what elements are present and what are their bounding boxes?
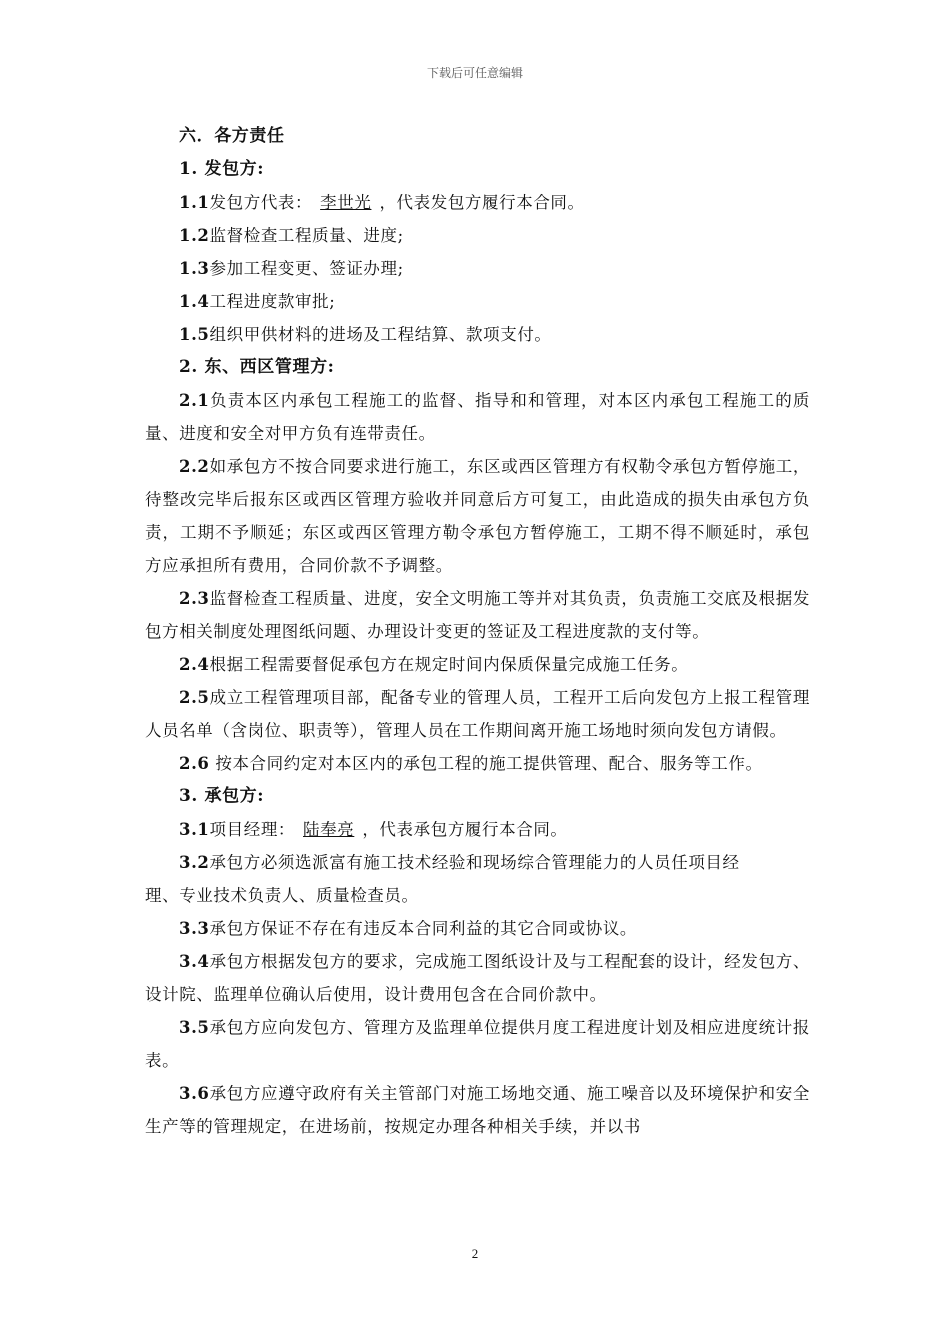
item-2-1: 2.1负责本区内承包工程施工的监督、指导和和管理，对本区内承包工程施工的质量、进度和安全对甲方负有连带责任。 xyxy=(145,391,810,443)
item-3-4: 3.4承包方根据发包方的要求，完成施工图纸设计及与工程配套的设计，经发包方、设计院、监理单位确认后使用，设计费用包含在合同价款中。 xyxy=(145,952,810,1004)
heading-client: 1. 发包方: xyxy=(179,159,265,179)
item-1-4: 1.4工程进度款审批; xyxy=(179,292,336,311)
item-3-6: 3.6承包方应遵守政府有关主管部门对施工场地交通、施工噪音以及环境保护和安全生产等的管理规定，在进场前，按规定办理各种相关手续，并以书 xyxy=(145,1084,810,1136)
project-manager-name: 陆奉亮 xyxy=(303,820,355,839)
heading-manager: 2. 东、西区管理方: xyxy=(179,357,335,377)
item-1-3: 1.3参加工程变更、签证办理; xyxy=(179,259,404,278)
section-title: 六．各方责任 xyxy=(179,126,285,146)
item-2-5: 2.5成立工程管理项目部，配备专业的管理人员，工程开工后向发包方上报工程管理人员名单（含岗位、职责等），管理人员在工作期间离开施工场地时须向发包方请假。 xyxy=(145,688,810,740)
document-body xyxy=(145,120,810,1143)
item-3-1: 3.1项目经理： 陆奉亮 ，代表承包方履行本合同。 xyxy=(179,820,568,839)
client-rep-name: 李世光 xyxy=(320,193,372,212)
item-2-2: 2.2如承包方不按合同要求进行施工，东区或西区管理方有权勒令承包方暂停施工，待整改完毕后报东区或西区管理方验收并同意后方可复工，由此造成的损失由承包方负责，工期不予顺延；东区或西区管理方勒令承包方暂停施工，工期不得不顺延时，承包方应承担所有费用，合同价款不予调整。 xyxy=(145,457,810,575)
item-3-2-cont: 理、专业技术负责人、质量检查员。 xyxy=(145,886,419,905)
item-2-3: 2.3监督检查工程质量、进度，安全文明施工等并对其负责，负责施工交底及根据发包方相关制度处理图纸问题、办理设计变更的签证及工程进度款的支付等。 xyxy=(145,589,810,641)
item-2-4: 2.4根据工程需要督促承包方在规定时间内保质保量完成施工任务。 xyxy=(179,655,689,674)
item-2-6: 2.6 按本合同约定对本区内的承包工程的施工提供管理、配合、服务等工作。 xyxy=(179,754,763,773)
item-1-1: 1.1发包方代表： 李世光 ，代表发包方履行本合同。 xyxy=(179,193,585,212)
heading-contractor: 3. 承包方: xyxy=(179,786,265,806)
item-1-2: 1.2监督检查工程质量、进度; xyxy=(179,226,404,245)
item-3-2: 3.2承包方必须选派富有施工技术经验和现场综合管理能力的人员任项目经 xyxy=(179,853,740,872)
page-number: 2 xyxy=(471,1246,479,1261)
item-1-5: 1.5组织甲供材料的进场及工程结算、款项支付。 xyxy=(179,325,552,344)
item-3-5: 3.5承包方应向发包方、管理方及监理单位提供月度工程进度计划及相应进度统计报表。 xyxy=(145,1018,810,1070)
page-header: 下载后可任意编辑 xyxy=(426,66,523,80)
item-3-3: 3.3承包方保证不存在有违反本合同利益的其它合同或协议。 xyxy=(179,919,638,938)
